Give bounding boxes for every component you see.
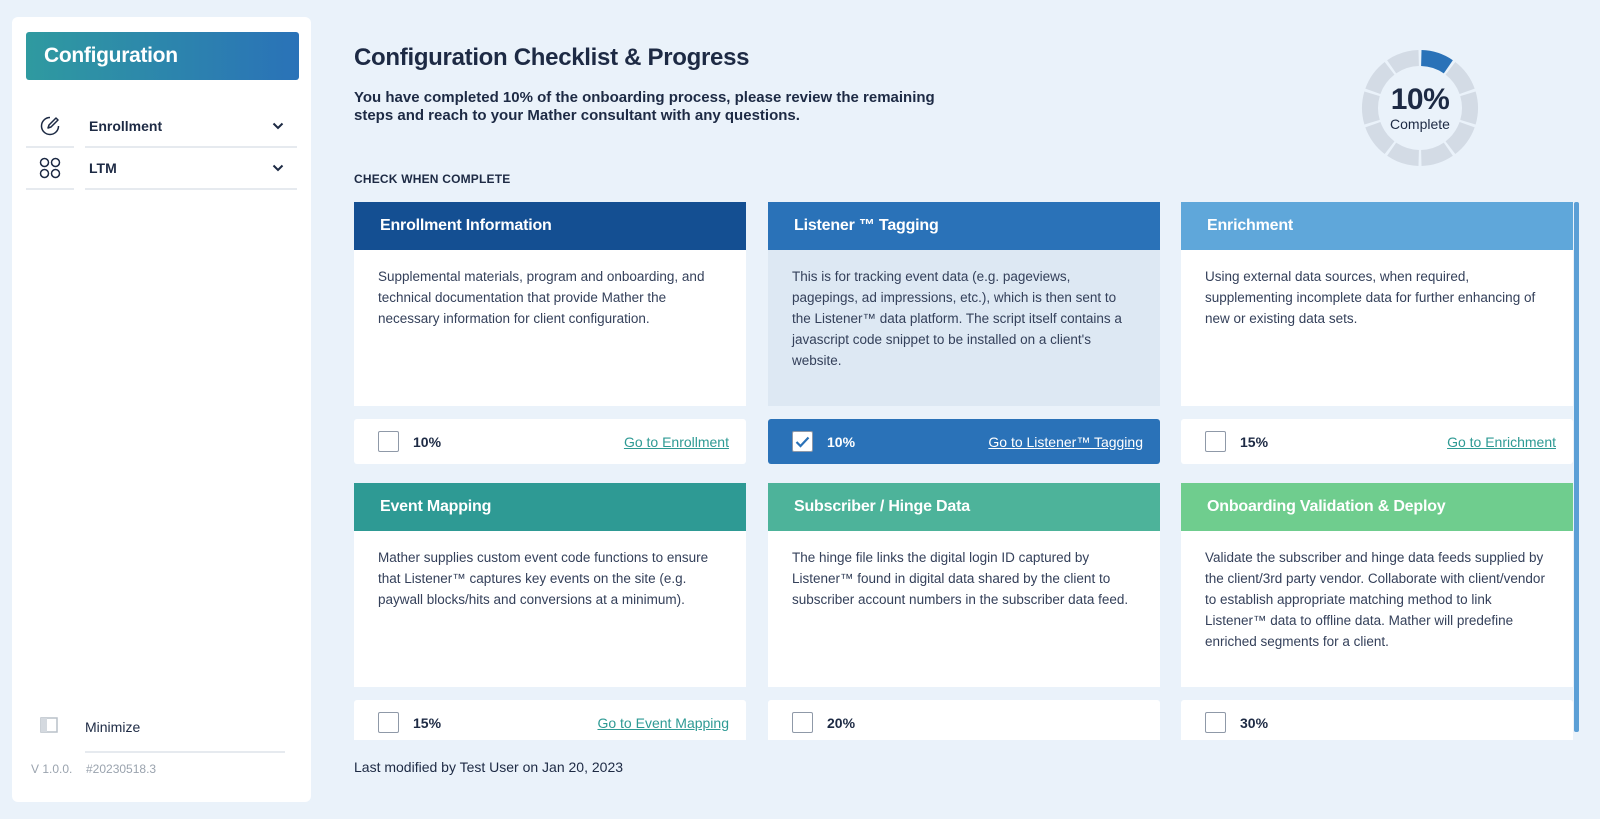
complete-checkbox[interactable] [792,431,813,452]
progress-label: Complete [1390,116,1450,132]
nav-icon-cell [26,148,74,190]
card-footer [354,700,746,740]
card-description: The hinge file links the digital login ID captured by Listener™ found in digital data shared by the client to subscriber account numbers in the subscriber data feed. [768,531,1160,687]
card-description: Using external data sources, when required, supplementing incomplete data for further enhancing of new or existing data sets. [1181,250,1573,406]
complete-checkbox[interactable] [792,712,813,733]
card-enrollment-information [354,202,746,450]
minimize-label: Minimize [85,711,285,753]
go-to-enrollment-link[interactable]: Go to Enrollment [623,433,729,450]
last-modified: Last modified by Test User on Jan 20, 2023 [354,759,624,775]
donut-segment-filled [1421,50,1453,73]
card-title: Enrichment [1181,202,1573,250]
nav-label-cell [85,106,297,148]
card-description: Validate the subscriber and hinge data feeds supplied by the client/3rd party vendor. Collaborate with client/vendor to establish appropriate matching method to link Listener™ data to offline data. Mather will predefine enriched segments for a client. [1181,531,1573,687]
sidebar-item-ltm[interactable] [26,148,299,190]
card-footer [354,419,746,464]
card-footer [1181,419,1573,464]
card-description: This is for tracking event data (e.g. pageviews, pagepings, ad impressions, etc.), which is then sent to the Listener™ data platform. The script itself contains a javascript code snippet to be installed on a client's website. [768,250,1160,406]
sidebar-collapse-icon [40,717,58,735]
card-percent: 10% [413,433,442,450]
minimize-button[interactable] [26,711,299,751]
page-title: Configuration Checklist & Progress [354,44,750,71]
complete-checkbox[interactable] [378,712,399,733]
complete-checkbox[interactable] [378,431,399,452]
sidebar-title: Configuration [26,32,299,80]
scrollbar[interactable] [1574,202,1579,732]
chevron-down-icon[interactable] [271,161,285,175]
card-title: Onboarding Validation & Deploy [1181,483,1573,531]
complete-checkbox[interactable] [1205,712,1226,733]
card-subscriber-hinge-data [768,483,1160,731]
nav-icon-cell [26,106,74,148]
sidebar [12,17,311,802]
donut-segment [1387,50,1419,73]
go-to-enrichment-link[interactable]: Go to Enrichment [1447,433,1556,450]
card-percent: 30% [1240,714,1269,731]
version-label: V 1.0.0. [31,762,73,776]
scroll-area-bottom [354,483,1574,740]
card-title: Enrollment Information [354,202,746,250]
go-to-event-mapping-link[interactable]: Go to Event Mapping [597,714,729,731]
card-title: Listener ™ Tagging [768,202,1160,250]
card-percent: 20% [827,714,856,731]
sidebar-item-enrollment[interactable] [26,106,299,148]
card-onboarding-validation-deploy [1181,483,1573,731]
check-heading: CHECK WHEN COMPLETE [354,172,511,186]
checkmark-icon [795,436,810,448]
grid-circles-icon [39,157,61,179]
card-percent: 15% [413,714,442,731]
card-description: Mather supplies custom event code functions to ensure that Listener™ captures key events on the site (e.g. paywall blocks/hits and conversions at a minimum). [354,531,746,687]
card-percent: 10% [827,433,856,450]
build-label: #20230518.3 [86,762,157,776]
donut-segment [1421,143,1453,166]
card-description: Supplemental materials, program and onboarding, and technical documentation that provide Mather the necessary information for client configuration. [354,250,746,406]
card-title: Event Mapping [354,483,746,531]
donut-segment [1387,143,1419,166]
go-to-listener-tagging-link[interactable]: Go to Listener™ Tagging [988,433,1143,450]
card-enrichment [1181,202,1573,450]
sidebar-item-label: LTM [89,160,117,176]
progress-percent: 10% [1390,83,1450,116]
card-percent: 15% [1240,433,1269,450]
sidebar-item-label: Enrollment [89,118,163,134]
card-footer [1181,700,1573,740]
chevron-down-icon[interactable] [271,119,285,133]
complete-checkbox[interactable] [1205,431,1226,452]
card-footer [768,419,1160,464]
card-title: Subscriber / Hinge Data [768,483,1160,531]
card-event-mapping [354,483,746,731]
card-footer [768,700,1160,740]
edit-circle-icon [39,115,61,137]
page-description: You have completed 10% of the onboarding process, please review the remaining steps and reach to your Mather consultant with any questions. [354,89,935,124]
card-listener-tagging [768,202,1160,450]
nav-label-cell [85,148,297,190]
